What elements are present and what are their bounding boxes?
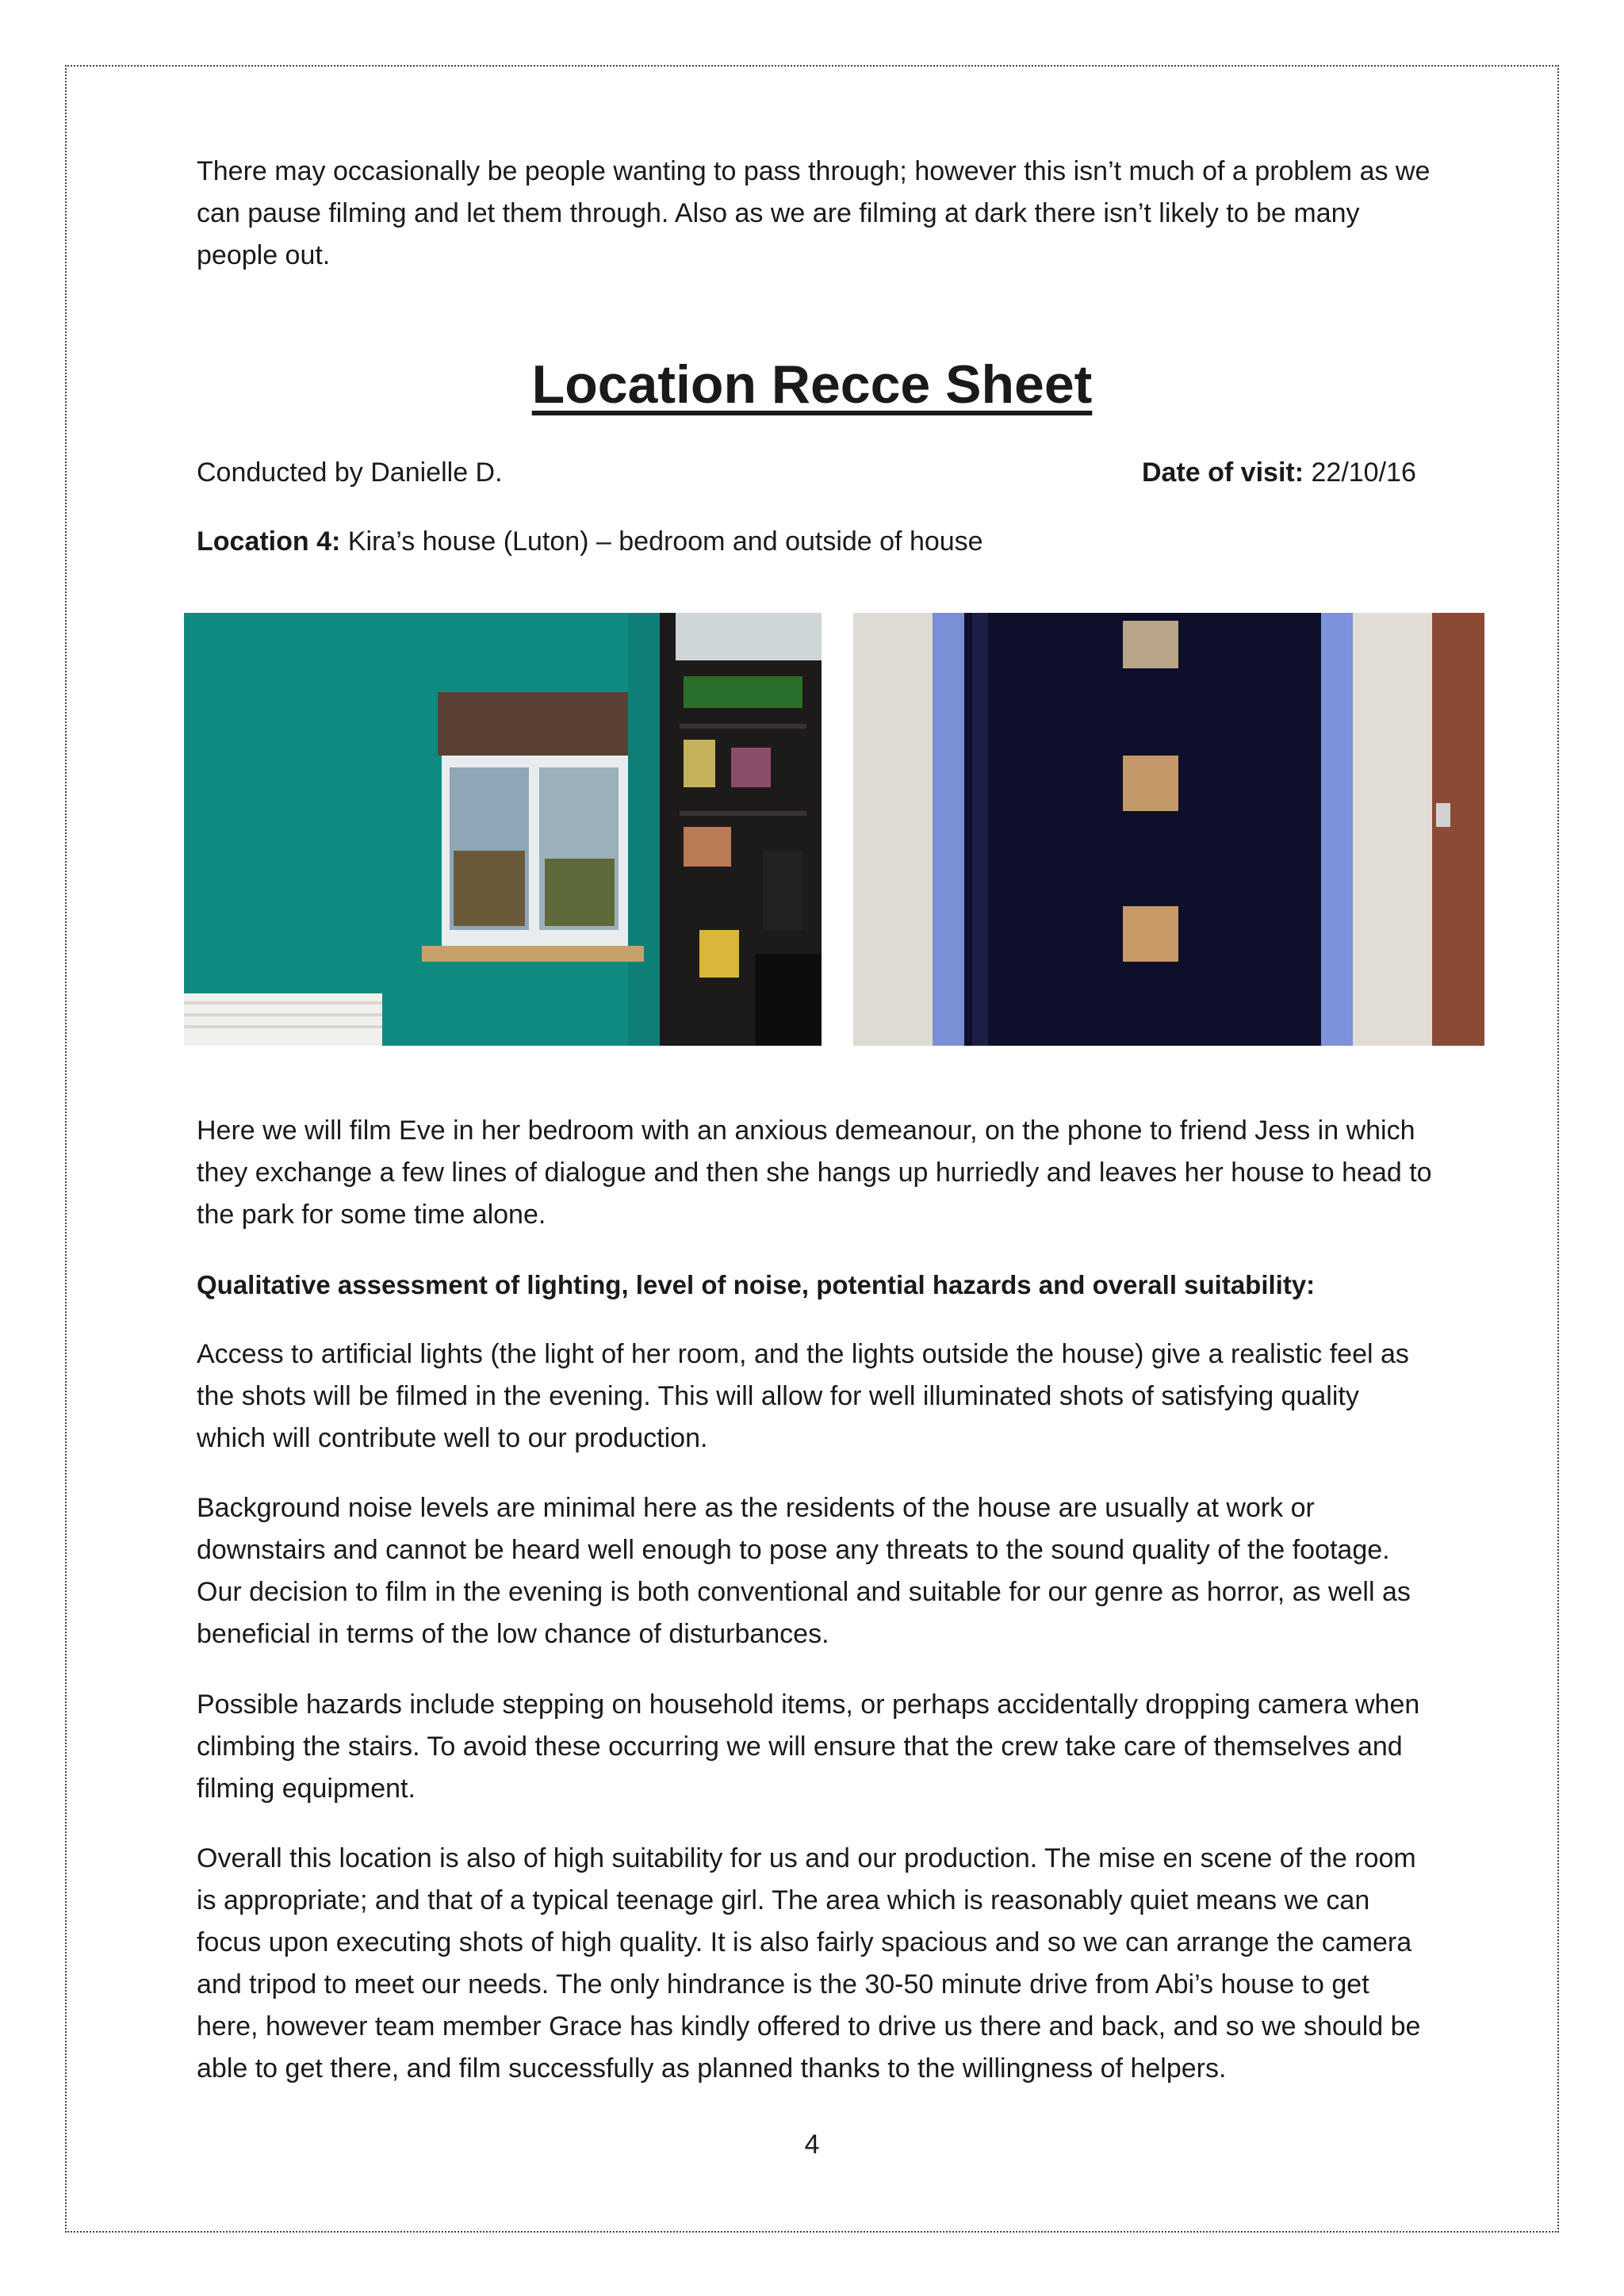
date-of-visit bbox=[1142, 452, 1416, 494]
suitability-paragraph: Overall this location is also of high suitability for us and our production. The mise en scene of the room is appropriate; and that of a typical teenage girl. The area which is reasonably quiet means we can focus upon executing shots of high quality. It is also fairly spacious and so we can arrange the camera and tripod to meet our needs. The only hindrance is the 30-50 minute drive from Abi’s house to get here, however team member Grace has kindly offered to drive us there and back, and so we should be able to get there, and film successfully as planned thanks to the willingness of helpers. bbox=[197, 1843, 1421, 2084]
date-label: Date of visit: bbox=[1142, 457, 1304, 488]
front-door-photo bbox=[853, 613, 1484, 1046]
description-paragraph: Here we will film Eve in her bedroom with an anxious demeanour, on the phone to friend Jess in which they exchange a few lines of dialogue and then she hangs up hurriedly and leaves her house to head to the park for some time alone. bbox=[197, 1115, 1432, 1230]
page-title: Location Recce Sheet bbox=[531, 354, 1093, 415]
assessment-heading: Qualitative assessment of lighting, level of noise, potential hazards and overall suitability: bbox=[197, 1270, 1316, 1299]
hazards-paragraph: Possible hazards include stepping on household items, or perhaps accidentally dropping camera when climbing the stairs. To avoid these occurring we will ensure that the crew take care of themselves and filming equipment. bbox=[197, 1689, 1420, 1804]
location-value: Kira’s house (Luton) – bedroom and outside of house bbox=[347, 526, 983, 557]
conducted-by: Conducted by Danielle D. bbox=[197, 457, 503, 488]
intro-paragraph: There may occasionally be people wanting to pass through; however this isn’t much of a problem as we can pause filming and let them through. Also as we are filming at dark there isn’t likely to be many people out. bbox=[197, 156, 1431, 270]
noise-paragraph: Background noise levels are minimal here as the residents of the house are usually at work or downstairs and cannot be heard well enough to pose any threats to the sound quality of the footage. Our decision to film in the evening is both conventional and suitable for our genre as horror, as well as beneficial in terms of the low chance of disturbances. bbox=[197, 1493, 1411, 1649]
page-number: 4 bbox=[804, 2130, 820, 2160]
bedroom-photo bbox=[184, 613, 822, 1046]
date-value: 22/10/16 bbox=[1311, 457, 1416, 488]
lighting-paragraph: Access to artificial lights (the light of her room, and the lights outside the house) give a realistic feel as the shots will be filmed in the evening. This will allow for well illuminated shots of satisfying quality which will contribute well to our production. bbox=[197, 1339, 1409, 1453]
location-line bbox=[197, 521, 1434, 563]
location-label: Location 4: bbox=[197, 526, 341, 557]
